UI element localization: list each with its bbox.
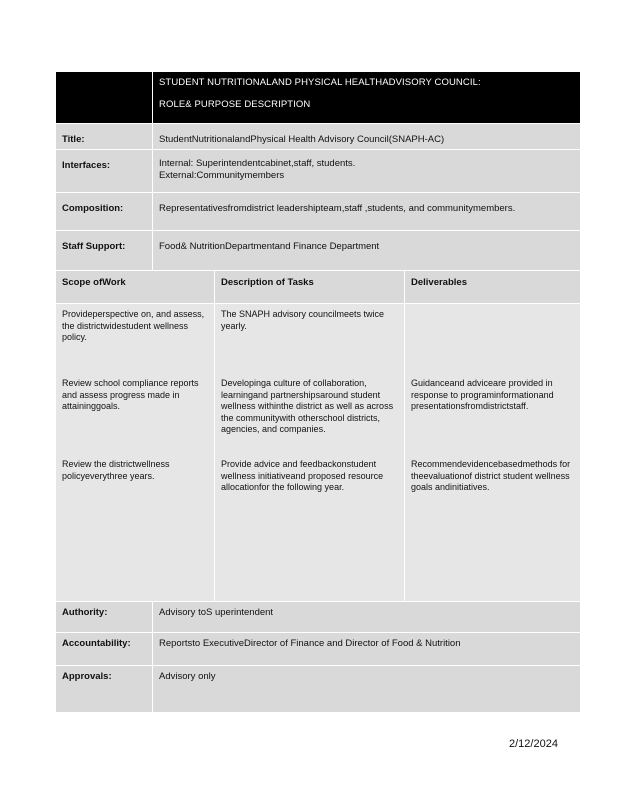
deliverables-header: Deliverables — [411, 277, 467, 288]
scope-body-row — [56, 304, 580, 602]
staff-support-value: Food& NutritionDepartmentand Finance Department — [159, 241, 380, 252]
approvals-value: Advisory only — [159, 671, 216, 682]
interfaces-label: Interfaces: — [56, 150, 153, 192]
interfaces-internal: Internal: Superintendentcabinet,staff, students. — [159, 158, 356, 169]
title-label: Title: — [56, 124, 153, 149]
interfaces-external: External:Communitymembers — [159, 170, 285, 181]
role-purpose-document — [56, 72, 580, 713]
approvals-row — [56, 666, 580, 713]
scope-of-work-header: Scope ofWork — [56, 271, 215, 303]
composition-value: Representativesfromdistrict leadershipteam,staff ,students, and communitymembers. — [159, 203, 516, 214]
scope-item: Review the districtwellness policyeverythree years. — [62, 459, 170, 481]
deliverable-item: Guidanceand adviceare provided in response to programinformationand presentationsfromdistrictstaff. — [411, 378, 554, 411]
document-subtitle: ROLE& PURPOSE DESCRIPTION — [159, 99, 311, 110]
composition-row — [56, 193, 580, 231]
scope-header-row — [56, 271, 580, 304]
interfaces-value — [153, 150, 580, 192]
description-of-tasks-header: Description of Tasks — [215, 271, 405, 303]
task-item: Provide advice and feedbackonstudent wellness initiativeand proposed resource allocationfor the following year. — [221, 459, 384, 492]
deliverable-item: Recommendevidencebasedmethods for theevaluationof district student wellness goals andinitiatives. — [411, 459, 571, 492]
task-item: The SNAPH advisory councilmeets twice yearly. — [221, 309, 385, 331]
accountability-row — [56, 633, 580, 666]
staff-support-label: Staff Support: — [56, 231, 153, 270]
accountability-label: Accountability: — [56, 633, 153, 665]
scope-of-work-column — [56, 304, 215, 601]
approvals-label: Approvals: — [56, 666, 153, 712]
scope-item: Provideperspective on, and assess, the districtwidestudent wellness policy. — [62, 309, 205, 342]
scope-item: Review school compliance reports and assess progress made in attaininggoals. — [62, 378, 199, 411]
document-header — [56, 72, 580, 124]
description-of-tasks-column — [215, 304, 405, 601]
composition-label: Composition: — [56, 193, 153, 230]
authority-value: Advisory toS uperintendent — [159, 607, 274, 618]
document-title: STUDENT NUTRITIONALAND PHYSICAL HEALTHADVISORY COUNCIL: — [159, 77, 481, 88]
header-title-cell — [153, 72, 580, 123]
header-blank-cell — [56, 72, 153, 123]
authority-label: Authority: — [56, 602, 153, 632]
deliverables-column — [405, 304, 580, 601]
title-row — [56, 124, 580, 150]
task-item: Developinga culture of collaboration, learningand partnershipsaround student wellness withinthe district as well as across the communitywith otherschool districts, agencies, and companies. — [221, 378, 394, 434]
document-date: 2/12/2024 — [509, 738, 558, 750]
title-value: StudentNutritionalandPhysical Health Advisory Council(SNAPH-AC) — [159, 134, 445, 145]
accountability-value: Reportsto ExecutiveDirector of Finance and Director of Food & Nutrition — [159, 638, 461, 649]
authority-row — [56, 602, 580, 633]
interfaces-row — [56, 150, 580, 193]
staff-support-row — [56, 231, 580, 271]
